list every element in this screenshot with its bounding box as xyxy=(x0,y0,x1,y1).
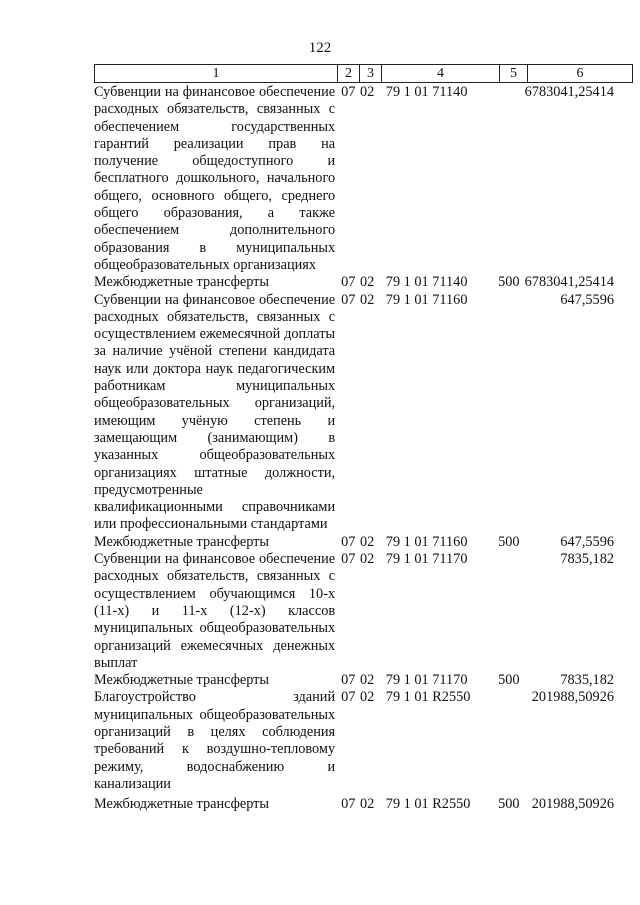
table-header xyxy=(94,64,633,83)
table-row xyxy=(94,292,614,534)
row-name: Межбюджетные трансферты xyxy=(94,274,270,291)
row-amount: 647,5596 xyxy=(560,291,614,308)
table-row xyxy=(94,551,614,672)
row-amount: 647,5596 xyxy=(560,533,614,550)
row-subsection: 02 xyxy=(359,274,375,291)
row-name: Межбюджетные трансферты xyxy=(94,533,270,550)
table-row xyxy=(94,796,614,813)
row-section: 07 xyxy=(341,551,356,568)
row-subsection: 02 xyxy=(359,84,375,100)
row-target-code: 79 1 01 71140 xyxy=(385,274,468,291)
row-section: 07 xyxy=(341,689,356,706)
budget-table-body xyxy=(94,84,614,813)
row-name: Субвенции на финансовое обеспечение расходных обязательств, связанных с осуществлением обучающимся 10-х (11-х) и 11-х (12-х) классов муниципальных общеобразовательных организаций ежемесячных денежных выплат xyxy=(94,551,336,671)
row-section: 07 xyxy=(341,533,356,550)
row-subsection: 02 xyxy=(359,533,375,550)
row-section: 07 xyxy=(341,291,356,308)
header-col-2: 2 xyxy=(338,65,360,83)
header-col-4: 4 xyxy=(382,65,500,83)
table-row xyxy=(94,534,614,551)
row-name: Субвенции на финансовое обеспечение расходных обязательств, связанных с обеспечением государственных гарантий реализации прав на получение общедоступного и бесплатного дошкольного, начального общего, основного общего, среднего общего образования, а также обеспечением дополнительного образования в муниципальных общеобразовательных организациях xyxy=(94,84,336,273)
table-row xyxy=(94,274,614,291)
row-amount: 7835,182 xyxy=(560,551,614,568)
header-col-6: 6 xyxy=(528,65,633,83)
table-row xyxy=(94,689,614,793)
row-target-code: 79 1 01 R2550 xyxy=(385,796,471,813)
row-target-code: 79 1 01 71170 xyxy=(385,672,468,689)
table-row xyxy=(94,672,614,689)
row-name: Субвенции на финансовое обеспечение расходных обязательств, связанных с осуществлением ежемесячной доплаты за наличие учёной степени кандидата наук или доктора наук педагогическим работникам муниципальных общеобразовательных организаций, имеющим учёную степень и замещающим (занимающим) в указанных общеобразовательных организациях штатные должности, предусмотренные квалификационными справочниками или профессиональными стандартами xyxy=(94,291,336,533)
page-number: 122 xyxy=(308,40,332,56)
row-expense-type: 500 xyxy=(498,672,520,689)
row-expense-type: 500 xyxy=(498,274,520,291)
row-target-code: 79 1 01 R2550 xyxy=(385,689,471,706)
row-target-code: 79 1 01 71160 xyxy=(385,533,468,550)
row-expense-type: 500 xyxy=(498,796,520,813)
row-subsection: 02 xyxy=(359,672,375,689)
row-target-code: 79 1 01 71160 xyxy=(385,291,468,308)
row-section: 07 xyxy=(341,84,356,100)
row-section: 07 xyxy=(341,672,356,689)
row-subsection: 02 xyxy=(359,551,375,568)
row-amount: 6783041,25414 xyxy=(524,84,614,100)
table-row xyxy=(94,84,614,274)
row-amount: 7835,182 xyxy=(560,672,614,689)
row-subsection: 02 xyxy=(359,291,375,308)
row-subsection: 02 xyxy=(359,689,375,706)
row-amount: 201988,50926 xyxy=(531,796,614,813)
row-expense-type: 500 xyxy=(498,533,520,550)
row-amount: 6783041,25414 xyxy=(524,274,614,291)
row-subsection: 02 xyxy=(359,796,375,813)
row-target-code: 79 1 01 71170 xyxy=(385,551,468,568)
row-target-code: 79 1 01 71140 xyxy=(385,84,468,100)
row-section: 07 xyxy=(341,796,356,813)
row-amount: 201988,50926 xyxy=(531,689,614,706)
header-col-3: 3 xyxy=(360,65,382,83)
row-name: Межбюджетные трансферты xyxy=(94,796,270,813)
row-name: Межбюджетные трансферты xyxy=(94,672,270,689)
header-col-1: 1 xyxy=(95,65,338,83)
header-col-5: 5 xyxy=(500,65,528,83)
row-name: Благоустройство зданий муниципальных общеобразовательных организаций в целях соблюдения требований к воздушно-тепловому режиму, водоснабжению и канализации xyxy=(94,689,336,792)
row-section: 07 xyxy=(341,274,356,291)
